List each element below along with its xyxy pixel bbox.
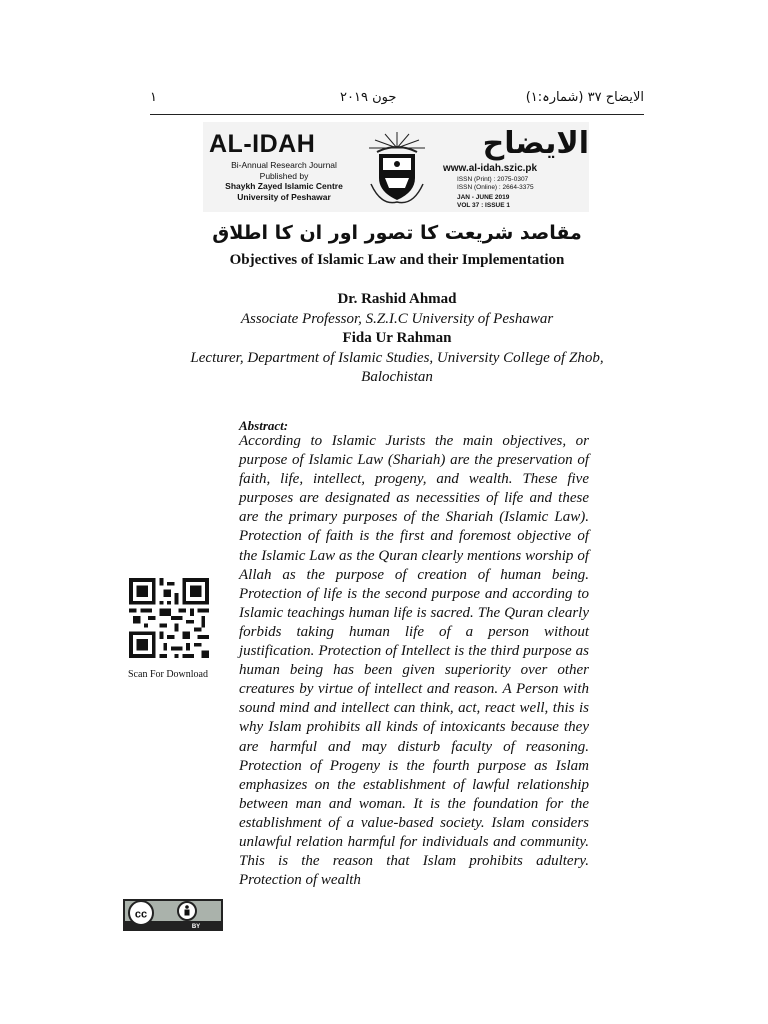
abstract-text: According to Islamic Jurists the main objectives, or purpose of Islamic Law (Shariah) are the preservation of faith, life, intellect, progeny, and wealth. These five purposes are designated as necessities of life and these are the primary purposes of the Shariah (Islamic Law). Protection of faith is the first and foremost objective of the Islamic Law as the Quran clearly mentions worship of Allah as the purpose of creation of human being. Protection of life is the second purpose and according to Islamic teachings human life is sacred. The Quran clearly forbids taking human life of a person without justification. Protection of Intellect is the third purpose as human being has been given superiority over other creatures by virtue of intellect and reason. A Person with sound mind and intellect can think, act, react well, this is why Islam prohibits all kinds of intoxicants because they are harmful and may disturb faculty of reasoning. Protection of Progeny is the fourth purpose as Islam emphasizes on the establishment of lawful relationship between man and woman. It is the foundation for the establishment of a value-based society. Islam considers unlawful relation harmful for individuals and community. This is the reason that Islam prohibits adultery. Protection of wealth bbox=[239, 433, 589, 889]
author-2-affiliation-cont: Balochistan bbox=[361, 369, 433, 385]
author-2-name: Fida Ur Rahman bbox=[342, 330, 452, 346]
publisher-line: University of Peshawar bbox=[237, 191, 331, 202]
issue-date: جون ۲۰۱۹ bbox=[340, 90, 397, 105]
volume-issue: VOL 37 : ISSUE 1 bbox=[457, 202, 510, 209]
license-label: BY bbox=[191, 924, 201, 930]
author-1-name: Dr. Rashid Ahmad bbox=[337, 291, 457, 307]
author-2-affiliation: Lecturer, Department of Islamic Studies, University College of Zhob, bbox=[190, 349, 604, 366]
journal-publisher-info bbox=[209, 160, 359, 202]
issn-print: ISSN (Print) : 2075-0307 bbox=[457, 176, 529, 183]
journal-banner bbox=[203, 122, 589, 212]
qr-code-icon[interactable] bbox=[129, 578, 209, 658]
publisher-line: Bi-Annual Research Journal bbox=[231, 160, 337, 170]
author-block bbox=[150, 290, 644, 388]
journal-reference: الایضاح ۳۷ (شمارہ:۱) bbox=[525, 90, 644, 105]
journal-logo-english: AL-IDAH bbox=[209, 130, 316, 158]
journal-meta bbox=[443, 163, 537, 210]
author-1-affiliation: Associate Professor, S.Z.I.C University of Peshawar bbox=[240, 310, 554, 327]
issn-online: ISSN (Online) : 2664-3375 bbox=[457, 184, 534, 191]
svg-text:cc: cc bbox=[134, 908, 148, 921]
publisher-line: Shaykh Zayed Islamic Centre bbox=[225, 181, 343, 191]
cc-by-license-icon[interactable] bbox=[123, 899, 223, 931]
running-header bbox=[150, 88, 644, 115]
issue-period: JAN - JUNE 2019 bbox=[457, 194, 510, 201]
journal-logo-urdu: الایضاح bbox=[482, 126, 589, 161]
article-title: Objectives of Islamic Law and their Implementation bbox=[229, 252, 565, 268]
qr-caption: Scan For Download bbox=[128, 669, 208, 680]
university-crest-icon bbox=[361, 128, 433, 208]
journal-url: www.al-idah.szic.pk bbox=[443, 163, 538, 174]
article-title-urdu: مقاصد شریعت کا تصور اور ان کا اطلاق bbox=[212, 222, 582, 244]
abstract-heading: Abstract: bbox=[239, 418, 289, 433]
page-number: ۱ bbox=[150, 90, 157, 105]
publisher-line: Published by bbox=[259, 170, 309, 181]
